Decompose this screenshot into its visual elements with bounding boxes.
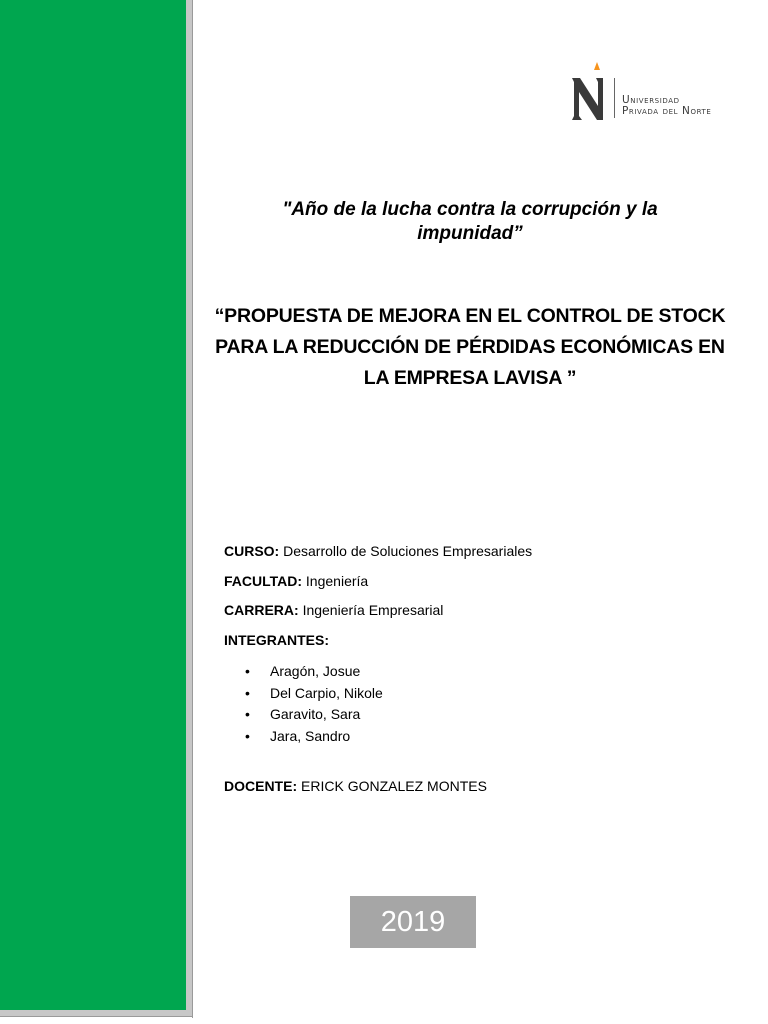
member-item: • Jara, Sandro xyxy=(244,726,383,748)
career-line xyxy=(224,601,443,619)
upn-n-icon xyxy=(570,62,614,122)
course-line xyxy=(224,542,532,560)
teacher-label: DOCENTE: xyxy=(224,778,298,794)
members-heading xyxy=(224,631,329,649)
faculty-value: Ingeniería xyxy=(305,573,369,589)
faculty-label: FACULTAD: xyxy=(224,573,303,589)
member-item: • Garavito, Sara xyxy=(244,704,383,726)
course-label: CURSO: xyxy=(224,543,280,559)
year-motto: "Año de la lucha contra la corrupción y la impunidad” xyxy=(282,199,658,244)
teacher-line xyxy=(224,777,487,795)
teacher-value: ERICK GONZALEZ MONTES xyxy=(301,778,487,794)
year-badge: 2019 xyxy=(350,896,476,948)
member-item: • Aragón, Josue xyxy=(244,661,383,683)
logo-line-2: Privada del Norte xyxy=(622,105,712,117)
career-label: CARRERA: xyxy=(224,602,299,618)
band-border-bottom xyxy=(0,1016,193,1017)
document-title: “PROPUESTA DE MEJORA EN EL CONTROL DE STOCK PARA LA REDUCCIÓN DE PÉRDIDAS ECONÓMICAS EN LA EMPRESA LAVISA ” xyxy=(214,305,726,389)
faculty-line xyxy=(224,572,368,590)
band-border-right xyxy=(192,0,193,1018)
members-label: INTEGRANTES: xyxy=(224,632,329,648)
logo-line-1: Universidad xyxy=(622,94,680,106)
logo-divider xyxy=(614,78,615,118)
green-side-band xyxy=(0,0,186,1010)
members-list xyxy=(244,661,383,747)
career-value: Ingeniería Empresarial xyxy=(302,602,444,618)
logo-text xyxy=(622,95,711,117)
university-logo xyxy=(570,62,760,122)
course-value: Desarrollo de Soluciones Empresariales xyxy=(283,543,533,559)
member-item: • Del Carpio, Nikole xyxy=(244,683,383,705)
